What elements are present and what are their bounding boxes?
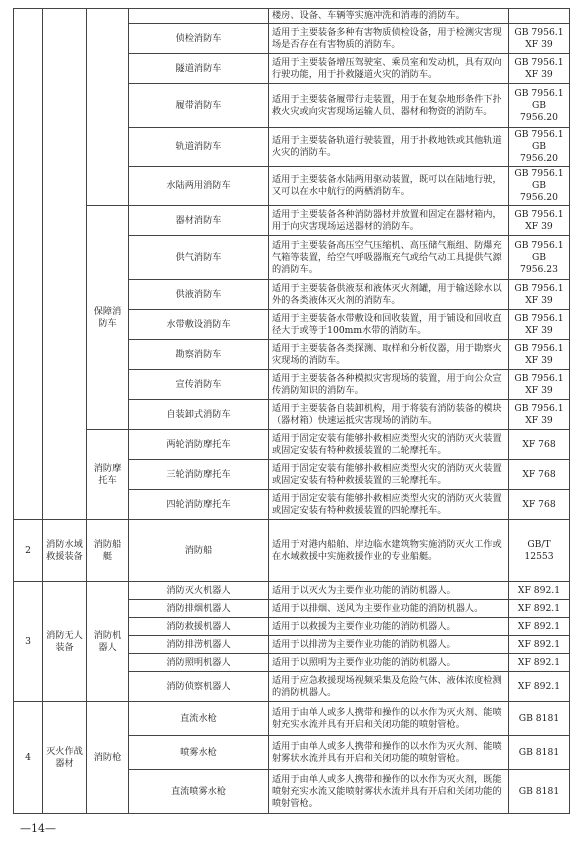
name-cell: 两轮消防摩托车 [129, 430, 269, 460]
name-cell: 供气消防车 [129, 236, 269, 280]
name-cell: 供液消防车 [129, 280, 269, 310]
name-cell: 消防排烟机器人 [129, 600, 269, 618]
description-cell: 适用于主要装备履带行走装置，用于在复杂地形条件下扑救火灾或向灾害现场运输人员、器材和物资的消防车。 [269, 84, 509, 128]
description-cell: 适用于对港内船舶、岸边临水建筑物实施消防灭火工作或在水域救援中实施救援作业的专业船艇。 [269, 520, 509, 582]
number-cell: 3 [14, 582, 43, 702]
description-cell: 适用于主要装备自装卸机构，用于将装有消防装备的模块（器材箱）快速运抵灾害现场的消防车。 [269, 400, 509, 430]
standard-cell: GB 7956.1 GB 7956.23 [509, 236, 570, 280]
number-cell [14, 9, 43, 520]
description-cell: 适用于以灭火为主要作业功能的消防机器人。 [269, 582, 509, 600]
table-row [14, 430, 570, 460]
name-cell: 勘察消防车 [129, 340, 269, 370]
name-cell: 消防船 [129, 520, 269, 582]
name-cell: 消防照明机器人 [129, 654, 269, 672]
description-cell: 适用于主要装备各类探测、取样和分析仪器，用于勘察火灾现场的消防车。 [269, 340, 509, 370]
description-cell: 楼房、设备、车辆等实施冲洗和消毒的消防车。 [269, 9, 509, 24]
standard-cell: XF 892.1 [509, 600, 570, 618]
description-cell: 适用于以照明为主要作业功能的消防机器人。 [269, 654, 509, 672]
description-cell: 适用于主要装备轨道行驶装置，用于扑救地铁或其他轨道火灾的消防车。 [269, 128, 509, 167]
standard-cell: XF 892.1 [509, 672, 570, 702]
description-cell: 适用于以排烟、送风为主要作业功能的消防机器人。 [269, 600, 509, 618]
standard-cell: GB 8181 [509, 770, 570, 814]
standard-cell: GB 8181 [509, 736, 570, 770]
description-cell: 适用于主要装备增压驾驶室、乘员室和发动机，具有双向行驶功能，用于扑救隧道火灾的消防车。 [269, 54, 509, 84]
number-cell: 4 [14, 702, 43, 814]
name-cell: 四轮消防摩托车 [129, 490, 269, 520]
name-cell [129, 9, 269, 24]
name-cell: 宣传消防车 [129, 370, 269, 400]
subcategory-cell [87, 9, 129, 206]
name-cell: 消防侦察机器人 [129, 672, 269, 702]
standard-cell: GB/T 12553 [509, 520, 570, 582]
description-cell: 适用于主要装备各种模拟灾害现场的装置，用于向公众宣传消防知识的消防车。 [269, 370, 509, 400]
table-row [14, 520, 570, 582]
number-cell: 2 [14, 520, 43, 582]
description-cell: 适用于固定安装有能够扑救相应类型火灾的消防灭火装置或固定安装有特种救援装置的二轮摩托车。 [269, 430, 509, 460]
name-cell: 喷雾水枪 [129, 736, 269, 770]
category-cell: 消防水域救援装备 [43, 520, 87, 582]
name-cell: 履带消防车 [129, 84, 269, 128]
standard-cell: XF 768 [509, 430, 570, 460]
name-cell: 器材消防车 [129, 206, 269, 236]
name-cell: 水带敷设消防车 [129, 310, 269, 340]
standard-cell: GB 7956.1 GB 7956.20 [509, 167, 570, 206]
standard-cell: XF 892.1 [509, 582, 570, 600]
name-cell: 消防灭火机器人 [129, 582, 269, 600]
category-cell: 灭火作战器材 [43, 702, 87, 814]
table-row [14, 206, 570, 236]
equipment-table [13, 8, 570, 814]
name-cell: 直流喷雾水枪 [129, 770, 269, 814]
subcategory-cell: 消防枪 [87, 702, 129, 814]
description-cell: 适用于固定安装有能够扑救相应类型火灾的消防灭火装置或固定安装有特种救援装置的三轮摩托车。 [269, 460, 509, 490]
table-row [14, 9, 570, 24]
standard-cell: GB 7956.1 XF 39 [509, 310, 570, 340]
name-cell: 三轮消防摩托车 [129, 460, 269, 490]
standard-cell: GB 7956.1 XF 39 [509, 24, 570, 54]
description-cell: 适用于主要装备多种有害物质侦检设备，用于检测灾害现场是否存在有害物质的消防车。 [269, 24, 509, 54]
description-cell: 适用于由单人或多人携带和操作的以水作为灭火剂、能喷射雾状水流并具有开启和关闭功能的喷射管枪。 [269, 736, 509, 770]
standard-cell: GB 7956.1 XF 39 [509, 340, 570, 370]
standard-cell: XF 768 [509, 490, 570, 520]
description-cell: 适用于主要装备供液泵和液体灭火剂罐，用于输送除水以外的各类液体灭火剂的消防车。 [269, 280, 509, 310]
standard-cell: GB 8181 [509, 702, 570, 736]
standard-cell: XF 892.1 [509, 636, 570, 654]
description-cell: 适用于主要装备水陆两用驱动装置，既可以在陆地行驶，又可以在水中航行的两栖消防车。 [269, 167, 509, 206]
description-cell: 适用于由单人或多人携带和操作的以水作为灭火剂、能喷射充实水流并具有开启和关闭功能的喷射管枪。 [269, 702, 509, 736]
page-number: —14— [20, 822, 56, 835]
description-cell: 适用于主要装备水带敷设和回收装置，用于铺设和回收直径大于或等于100mm水带的消防车。 [269, 310, 509, 340]
description-cell: 适用于主要装备高压空气压缩机、高压储气瓶组、防爆充气箱等装置，给空气呼吸器瓶充气或给气动工具提供气源的消防车。 [269, 236, 509, 280]
standard-cell: GB 7956.1 XF 39 [509, 370, 570, 400]
standard-cell: XF 768 [509, 460, 570, 490]
subcategory-cell: 消防船艇 [87, 520, 129, 582]
description-cell: 适用于以救援为主要作业功能的消防机器人。 [269, 618, 509, 636]
standard-cell [509, 9, 570, 24]
name-cell: 侦检消防车 [129, 24, 269, 54]
name-cell: 隧道消防车 [129, 54, 269, 84]
standard-cell: GB 7956.1 XF 39 [509, 206, 570, 236]
name-cell: 直流水枪 [129, 702, 269, 736]
standard-cell: GB 7956.1 GB 7956.20 [509, 128, 570, 167]
table-row [14, 702, 570, 736]
name-cell: 自装卸式消防车 [129, 400, 269, 430]
category-cell [43, 9, 87, 520]
standard-cell: XF 892.1 [509, 618, 570, 636]
category-cell: 消防无人装备 [43, 582, 87, 702]
standard-cell: GB 7956.1 GB 7956.20 [509, 84, 570, 128]
description-cell: 适用于应急救援现场视频采集及危险气体、液体浓度检测的消防机器人。 [269, 672, 509, 702]
table-row [14, 582, 570, 600]
name-cell: 水陆两用消防车 [129, 167, 269, 206]
name-cell: 轨道消防车 [129, 128, 269, 167]
subcategory-cell: 保障消防车 [87, 206, 129, 430]
description-cell: 适用于以排涝为主要作业功能的消防机器人。 [269, 636, 509, 654]
standard-cell: XF 892.1 [509, 654, 570, 672]
subcategory-cell: 消防摩托车 [87, 430, 129, 520]
description-cell: 适用于主要装备各种消防器材并放置和固定在器材箱内，用于向灾害现场运送器材的消防车。 [269, 206, 509, 236]
standard-cell: GB 7956.1 XF 39 [509, 400, 570, 430]
name-cell: 消防排涝机器人 [129, 636, 269, 654]
standard-cell: GB 7956.1 XF 39 [509, 54, 570, 84]
description-cell: 适用于由单人或多人携带和操作的以水作为灭火剂，既能喷射充实水流又能喷射雾状水流并具有开启和关闭功能的喷射管枪。 [269, 770, 509, 814]
name-cell: 消防救援机器人 [129, 618, 269, 636]
subcategory-cell: 消防机器人 [87, 582, 129, 702]
standard-cell: GB 7956.1 XF 39 [509, 280, 570, 310]
description-cell: 适用于固定安装有能够扑救相应类型火灾的消防灭火装置或固定安装有特种救援装置的四轮摩托车。 [269, 490, 509, 520]
